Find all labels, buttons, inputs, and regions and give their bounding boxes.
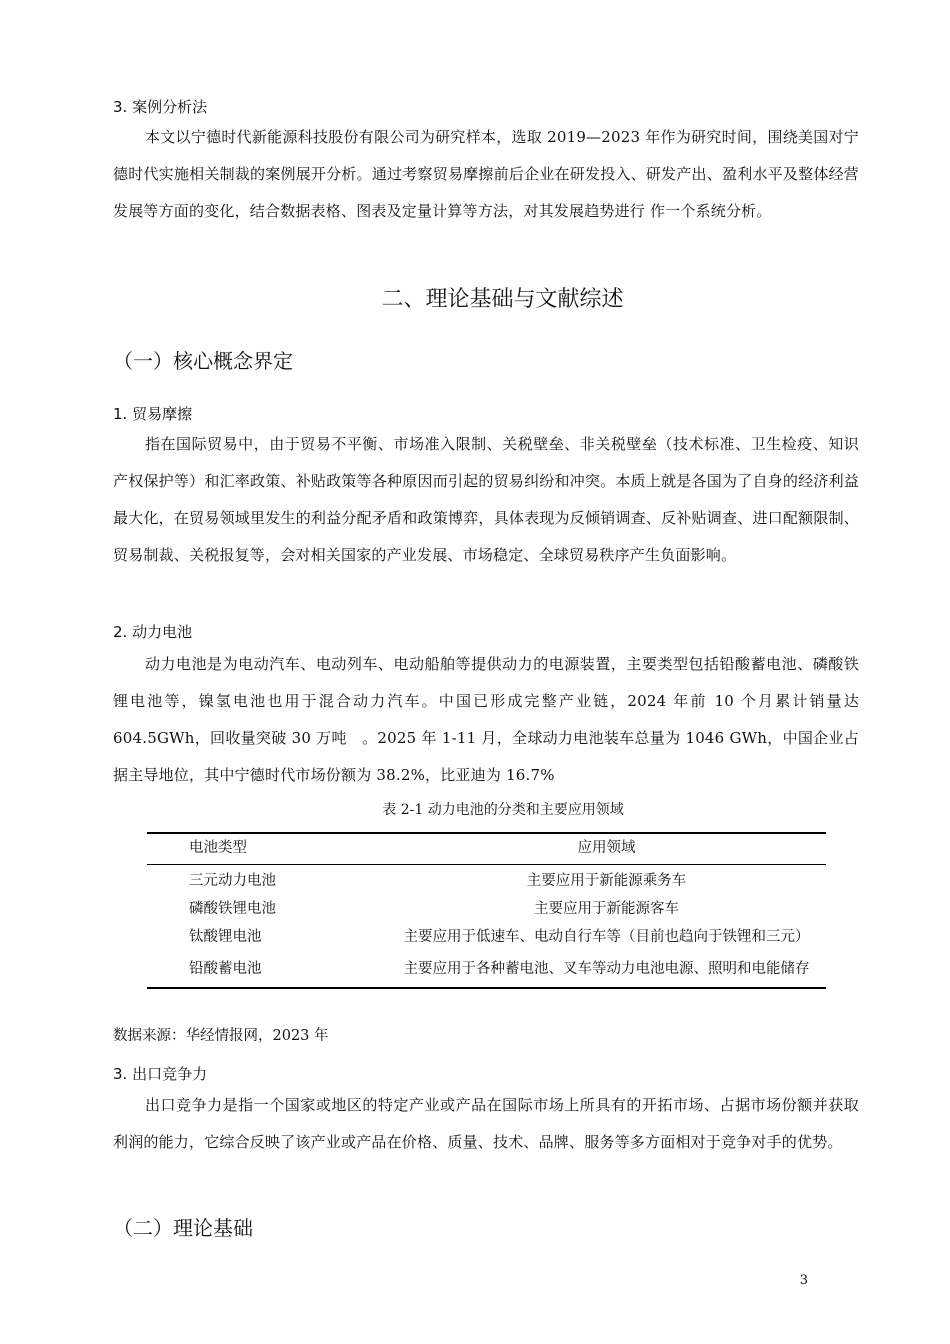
- table-source: 数据来源：华经情报网，2023 年: [113, 1028, 329, 1044]
- method3-body: 本文以宁德时代新能源科技股份有限公司为研究样本，选取 2019—2023 年作为研究时间，围绕美国对宁德时代实施相关制裁的案例展开分析。通过考察贸易摩擦前后企业在研发投入、研发产出、盈利水平及整体经营发展等方面的变化，结合数据表格、图表及定量计算等方法，对其发展趋势进行 作一个系统分析。: [113, 128, 859, 220]
- chapter-title: 二、理论基础与文献综述: [381, 287, 624, 312]
- concept2-body: 动力电池是为电动汽车、电动列车、电动船舶等提供动力的电源装置，主要类型包括铅酸蓄电池、磷酸铁锂电池等，镍氢电池也用于混合动力汽车。中国已形成完整产业链，2024 年前 10 个月累计销量达 604.5GWh，回收量突破 30 万吨 。2025 年 1-11 月，全球动力电池装车总量为 1046 GWh，中国企业占据主导地位，其中宁德时代市场份额为 38.2%，比亚迪为 16.7%: [113, 655, 859, 784]
- page-number: [0, 1273, 808, 1288]
- table-header-row: [147, 834, 826, 864]
- battery-table: [147, 832, 826, 989]
- table-header-application: 应用领域: [577, 840, 636, 856]
- concept1-heading: 1. 贸易摩擦: [113, 405, 193, 423]
- concept3-heading: 3. 出口竞争力: [113, 1065, 208, 1083]
- table-row: [147, 865, 826, 895]
- table-cell-type: 钛酸锂电池: [189, 929, 262, 945]
- table-caption: 表 2-1 动力电池的分类和主要应用领域: [382, 802, 624, 818]
- table-cell-application: 主要应用于新能源客车: [534, 901, 679, 917]
- table-cell-type: 铅酸蓄电池: [189, 961, 262, 977]
- table-cell-application: 主要应用于各种蓄电池、叉车等动力电池电源、照明和电能储存: [403, 961, 810, 977]
- table-row: [147, 895, 826, 923]
- section1-title: （一）核心概念界定: [113, 349, 293, 373]
- table-row: [147, 956, 826, 987]
- table-cell-application: 主要应用于低速车、电动自行车等（目前也趋向于铁锂和三元）: [403, 929, 810, 945]
- table-bottom-rule: [147, 987, 826, 989]
- method3-heading: 3. 案例分析法: [113, 98, 208, 116]
- concept1-body: 指在国际贸易中，由于贸易不平衡、市场准入限制、关税壁垒、非关税壁垒（技术标准、卫生检疫、知识产权保护等）和汇率政策、补贴政策等各种原因而引起的贸易纠纷和冲突。本质上就是各国为了自身的经济利益最大化，在贸易领域里发生的利益分配矛盾和政策博弈，具体表现为反倾销调查、反补贴调查、进口配额限制、贸易制裁、关税报复等，会对相关国家的产业发展、市场稳定、全球贸易秩序产生负面影响。: [113, 435, 859, 564]
- section2-title: （二）理论基础: [113, 1216, 253, 1240]
- page-number-value: 3: [799, 1273, 808, 1288]
- table-cell-type: 磷酸铁锂电池: [189, 901, 276, 917]
- table-header-type: 电池类型: [189, 840, 247, 856]
- concept3-body: 出口竞争力是指一个国家或地区的特定产业或产品在国际市场上所具有的开拓市场、占据市场份额并获取利润的能力，它综合反映了该产业或产品在价格、质量、技术、品牌、服务等多方面相对于竞争对手的优势。: [113, 1096, 859, 1151]
- table-row: [147, 923, 826, 956]
- concept2-heading: 2. 动力电池: [113, 623, 193, 641]
- table-cell-application: 主要应用于新能源乘务车: [526, 873, 687, 889]
- table-cell-type: 三元动力电池: [189, 873, 276, 889]
